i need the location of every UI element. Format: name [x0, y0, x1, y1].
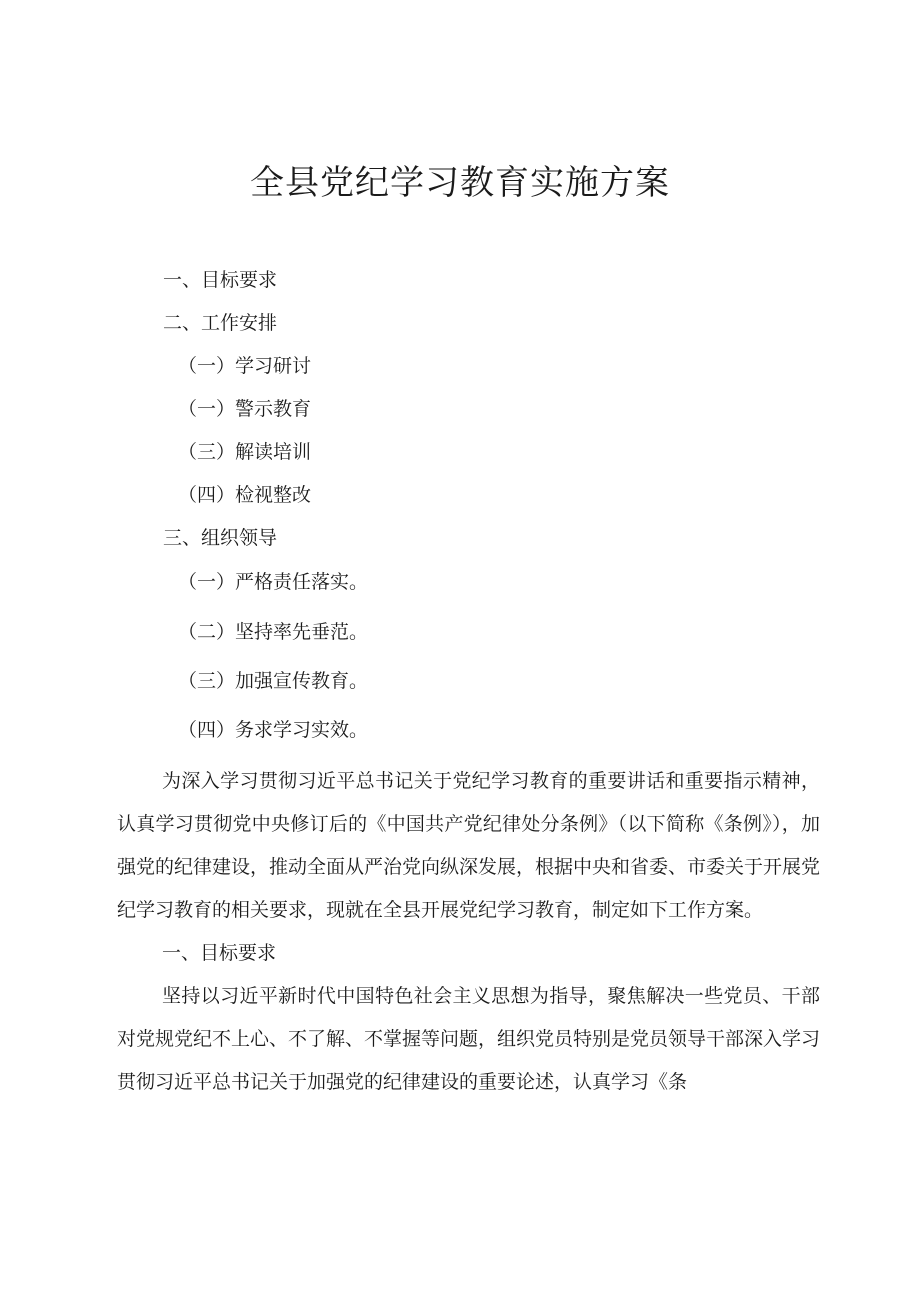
toc-item-section-2-3: （三）解读培训 — [178, 441, 312, 463]
document-body — [117, 760, 820, 1104]
intro-paragraph: 为深入学习贯彻习近平总书记关于党纪学习教育的重要讲话和重要指示精神，认真学习贯彻党中央修订后的《中国共产党纪律处分条例》（以下简称《条例》），加强党的纪律建设，推动全面从严治党向纵深发展，根据中央和省委、市委关于开展党纪学习教育的相关要求，现就在全县开展党纪学习教育，制定如下工作方案。 — [117, 770, 821, 921]
toc-item-section-3-4: （四）务求学习实效。 — [178, 719, 369, 741]
toc-item-section-3-1: （一）严格责任落实。 — [178, 571, 369, 593]
toc-item-section-3-2: （二）坚持率先垂范。 — [178, 621, 369, 643]
toc-item-section-1: 一、目标要求 — [163, 269, 278, 291]
toc-item-section-2-2: （一）警示教育 — [178, 398, 312, 420]
toc-item-section-2: 二、工作安排 — [163, 312, 278, 334]
document-title: 全县党纪学习教育实施方案 — [250, 163, 670, 203]
toc-item-section-3-3: （三）加强宣传教育。 — [178, 670, 369, 692]
section-1-heading: 一、目标要求 — [162, 942, 277, 964]
toc-item-section-2-4: （四）检视整改 — [178, 484, 312, 506]
section-1-paragraph: 坚持以习近平新时代中国特色社会主义思想为指导，聚焦解决一些党员、干部对党规党纪不上心、不了解、不掌握等问题，组织党员特别是党员领导干部深入学习贯彻习近平总书记关于加强党的纪律建设的重要论述，认真学习《条 — [117, 985, 821, 1093]
toc-item-section-2-1: （一）学习研讨 — [178, 355, 312, 377]
toc-item-section-3: 三、组织领导 — [163, 527, 278, 549]
